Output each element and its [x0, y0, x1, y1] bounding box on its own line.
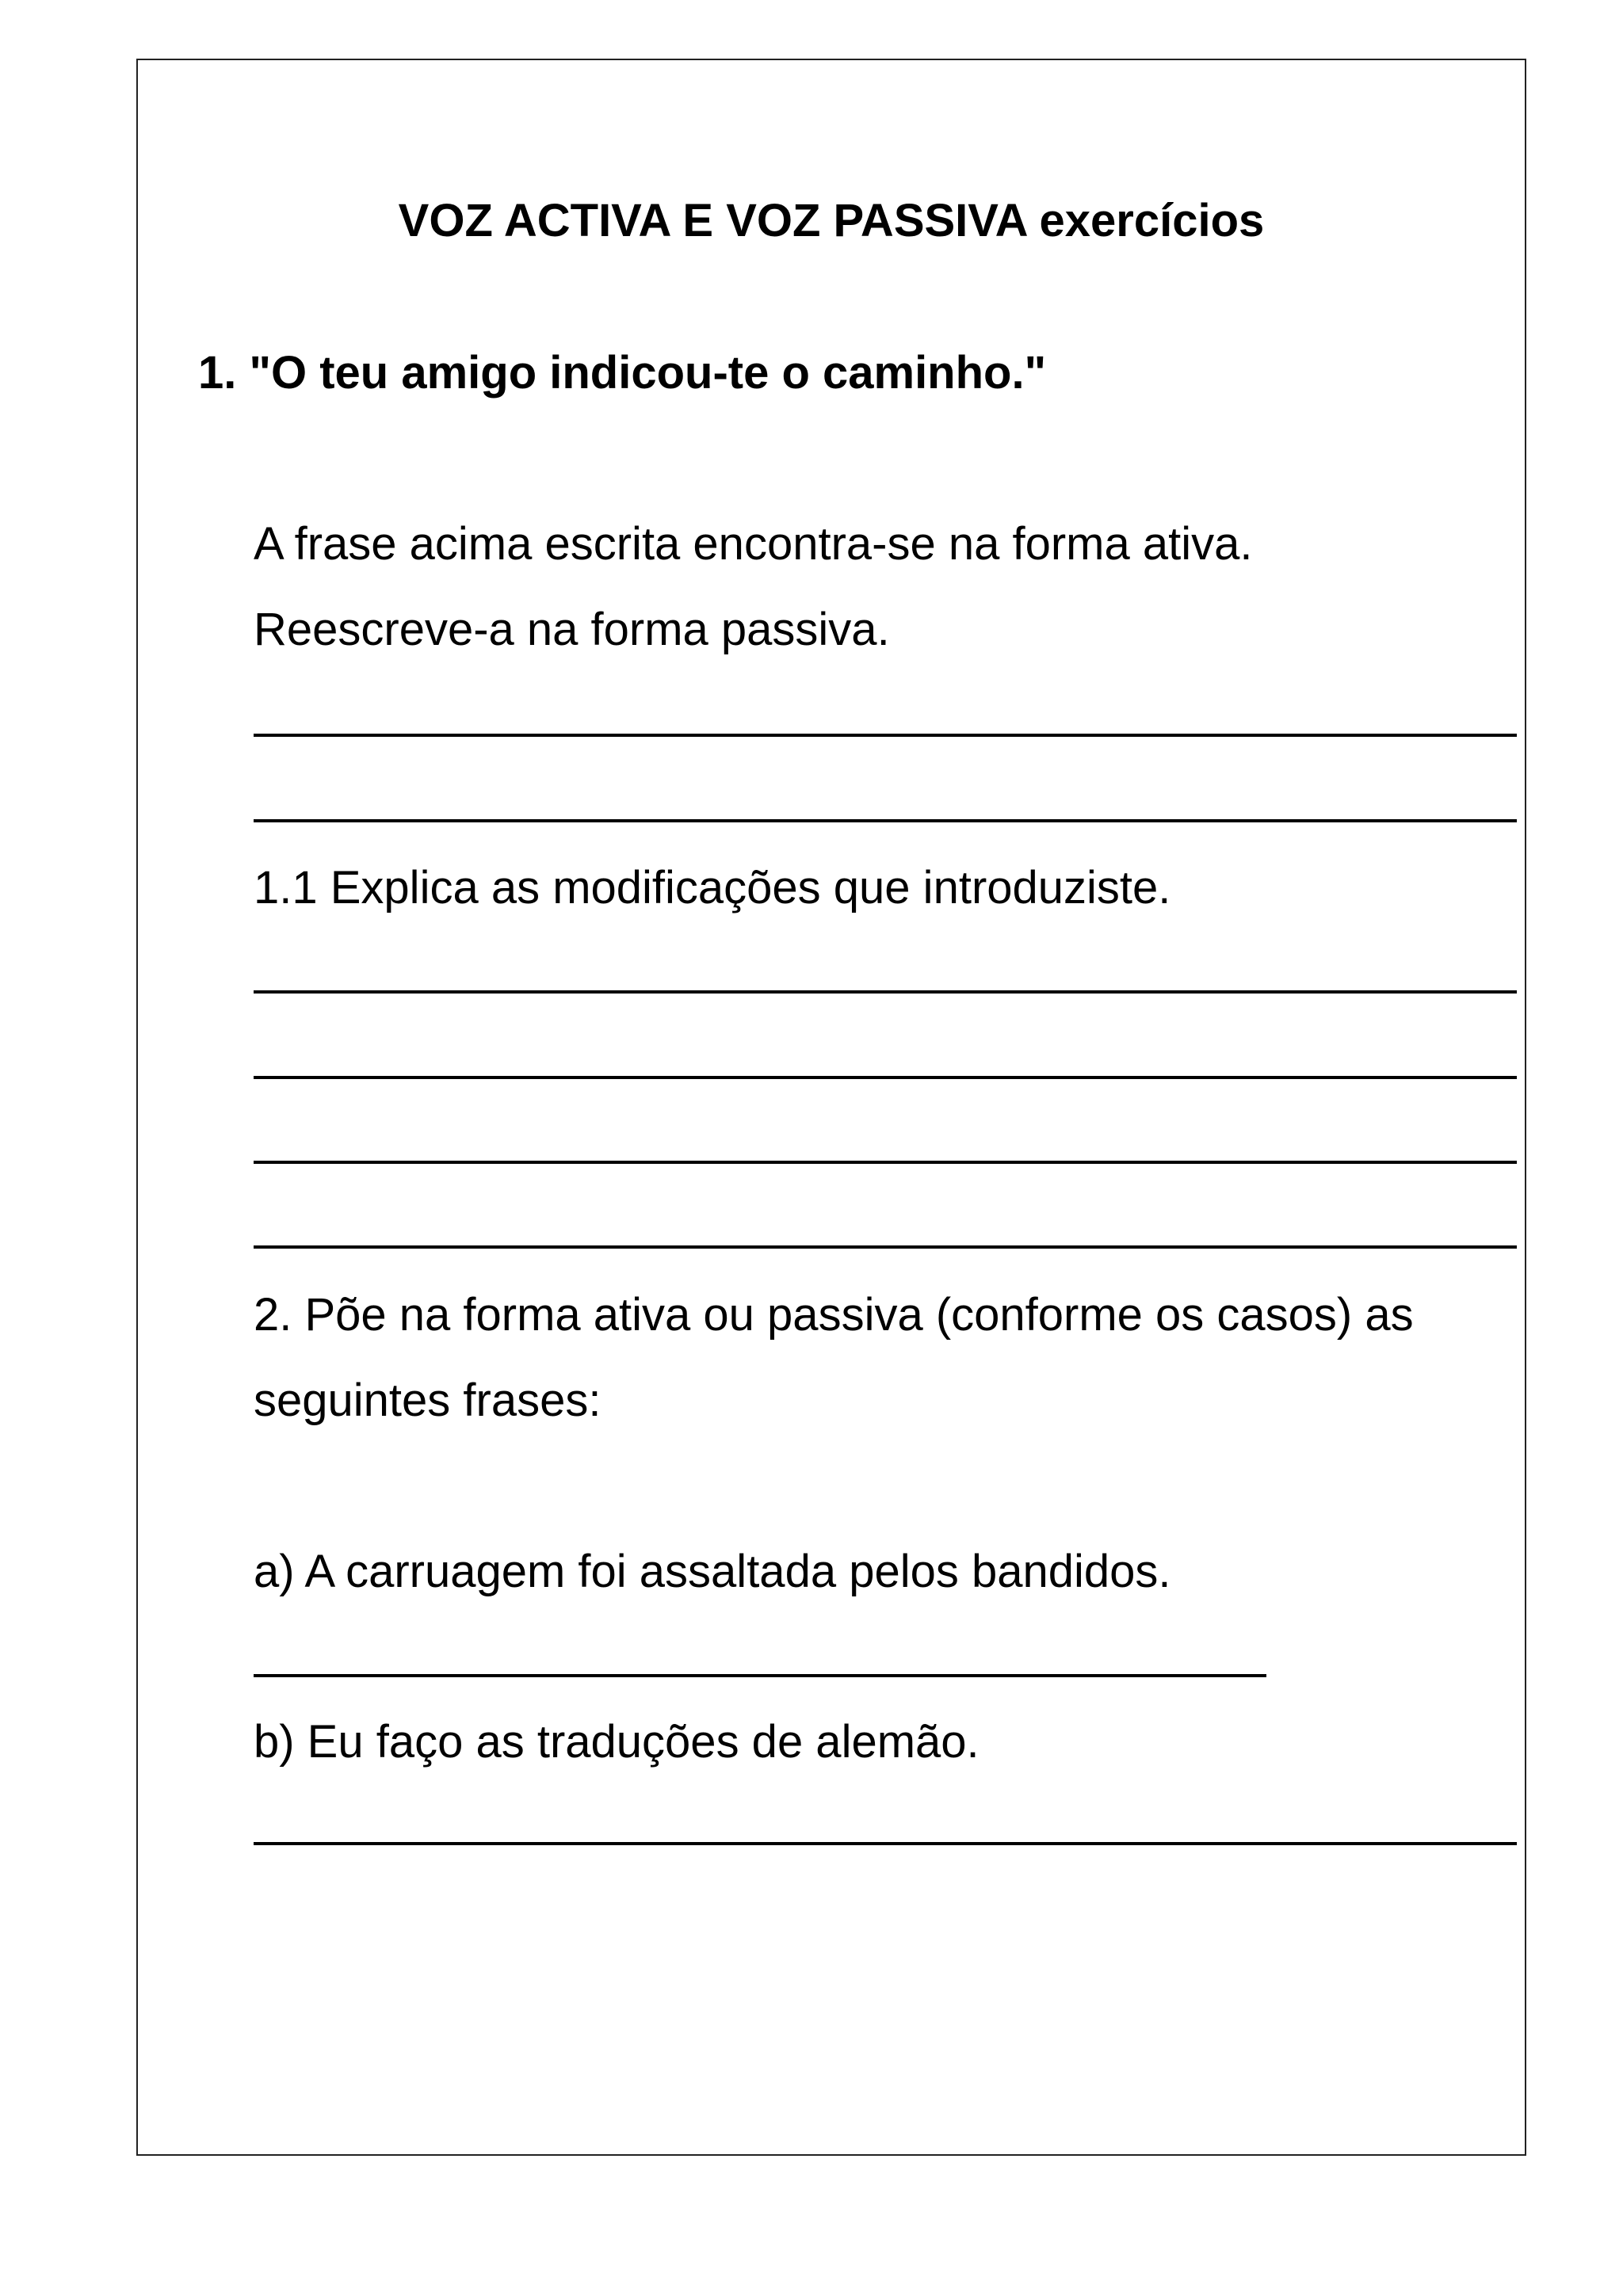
question-2-instruction-line-2: seguintes frases:	[254, 1375, 601, 1426]
page-title: VOZ ACTIVA E VOZ PASSIVA exercícios	[398, 195, 1265, 246]
question-1-sentence: 1. "O teu amigo indicou-te o caminho."	[198, 347, 1047, 399]
answer-line-1-1-b[interactable]	[254, 1076, 1517, 1079]
question-2-item-a: a) A carruagem foi assaltada pelos bandidos.	[254, 1546, 1171, 1597]
answer-line-1-1[interactable]	[254, 734, 1517, 737]
answer-line-1-2[interactable]	[254, 819, 1517, 822]
answer-line-1-1-a[interactable]	[254, 990, 1517, 994]
answer-line-2-a[interactable]	[254, 1674, 1266, 1677]
answer-line-1-1-d[interactable]	[254, 1245, 1517, 1249]
question-1-instruction-line-2: Reescreve-a na forma passiva.	[254, 604, 890, 655]
question-2-item-b: b) Eu faço as traduções de alemão.	[254, 1716, 980, 1768]
answer-line-1-1-c[interactable]	[254, 1161, 1517, 1164]
answer-line-2-b[interactable]	[254, 1842, 1517, 1845]
question-2-instruction-line-1: 2. Põe na forma ativa ou passiva (conforme os casos) as	[254, 1289, 1414, 1341]
question-1-instruction-line-1: A frase acima escrita encontra-se na forma ativa.	[254, 518, 1253, 570]
sub-question-1-1: 1.1 Explica as modificações que introduziste.	[254, 862, 1171, 913]
